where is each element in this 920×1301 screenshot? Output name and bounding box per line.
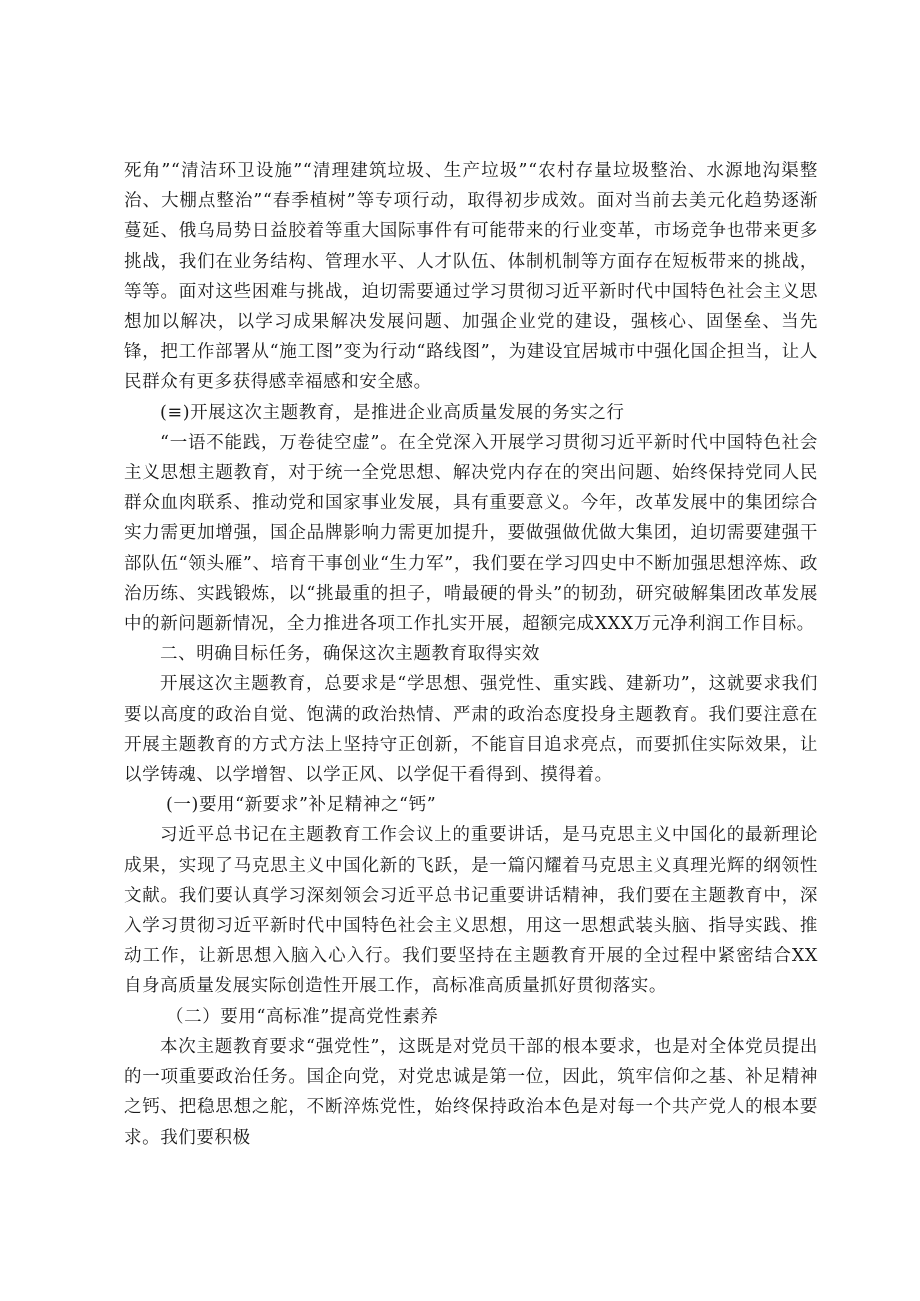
- document-body: [124, 156, 818, 1153]
- paragraph: 习近平总书记在主题教育工作会议上的重要讲话，是马克思主义中国化的最新理论成果，实现了马克思主义中国化新的飞跃，是一篇闪耀着马克思主义真理光辉的纲领性文献。我们要认真学习深刻领会习近平总书记重要讲话精神，我们要在主题教育中，深入学习贯彻习近平新时代中国特色社会主义思想，用这一思想武装头脑、指导实践、推动工作，让新思想入脑入心入行。我们要坚持在主题教育开展的全过程中紧密结合XX自身高质量发展实际创造性开展工作，高标准高质量抓好贯彻落实。: [124, 825, 818, 997]
- paragraph: 本次主题教育要求“强党性”，这既是对党员干部的根本要求，也是对全体党员提出的一项重要政治任务。国企向党，对党忠诚是第一位，因此，筑牢信仰之基、补足精神之钙、把稳思想之舵，不断淬炼党性，始终保持政治本色是对每一个共产党人的根本要求。我们要积极: [124, 1036, 818, 1148]
- section-heading-3: (≡)开展这次主题教育，是推进企业高质量发展的务实之行: [160, 402, 625, 423]
- paragraph: “一语不能践，万卷徒空虚”。在全党深入开展学习贯彻习近平新时代中国特色社会主义思想主题教育，对于统一全党思想、解决党内存在的突出问题、始终保持党同人民群众血肉联系、推动党和国家事业发展，具有重要意义。今年，改革发展中的集团综合实力需更加增强，国企品牌影响力需更加提升，要做强做优做大集团，迫切需要建强干部队伍“领头雁”、培育干事创业“生力军”，我们要在学习四史中不断加强思想淬炼、政治历练、实践锻炼，以“挑最重的担子，啃最硬的骨头”的韧劲，研究破解集团改革发展中的新问题新情况，全力推进各项工作扎实开展，超额完成XXX万元净利润工作目标。: [124, 432, 818, 635]
- subsection-heading-1: (一)要用“新要求”补足精神之“钙”: [166, 795, 437, 816]
- section-heading-2: 二、明确目标任务，确保这次主题教育取得实效: [160, 644, 541, 665]
- paragraph-continued: 死角”“清洁环卫设施”“清理建筑垃圾、生产垃圾”“农村存量垃圾整治、水源地沟渠整治、大棚点整治”“春季植树”等专项行动，取得初步成效。面对当前去美元化趋势逐渐蔓延、俄乌局势日益胶着等重大国际事件有可能带来的行业变革，市场竞争也带来更多挑战，我们在业务结构、管理水平、人才队伍、体制机制等方面存在短板带来的挑战，等等。面对这些困难与挑战，迫切需要通过学习贯彻习近平新时代中国特色社会主义思想加以解决，以学习成果解决发展问题、加强企业党的建设，强核心、固堡垒、当先锋，把工作部署从“施工图”变为行动“路线图”，为建设宜居城市中强化国企担当，让人民群众有更多获得感幸福感和安全感。: [124, 161, 818, 393]
- paragraph: 开展这次主题教育，总要求是“学思想、强党性、重实践、建新功”，这就要求我们要以高度的政治自觉、饱满的政治热情、严肃的政治态度投身主题教育。我们要注意在开展主题教育的方式方法上坚持守正创新，不能盲目追求亮点，而要抓住实际效果，让以学铸魂、以学增智、以学正风、以学促干看得到、摸得着。: [124, 674, 818, 786]
- subsection-heading-2: （二）要用“高标准”提高党性素养: [166, 1006, 439, 1027]
